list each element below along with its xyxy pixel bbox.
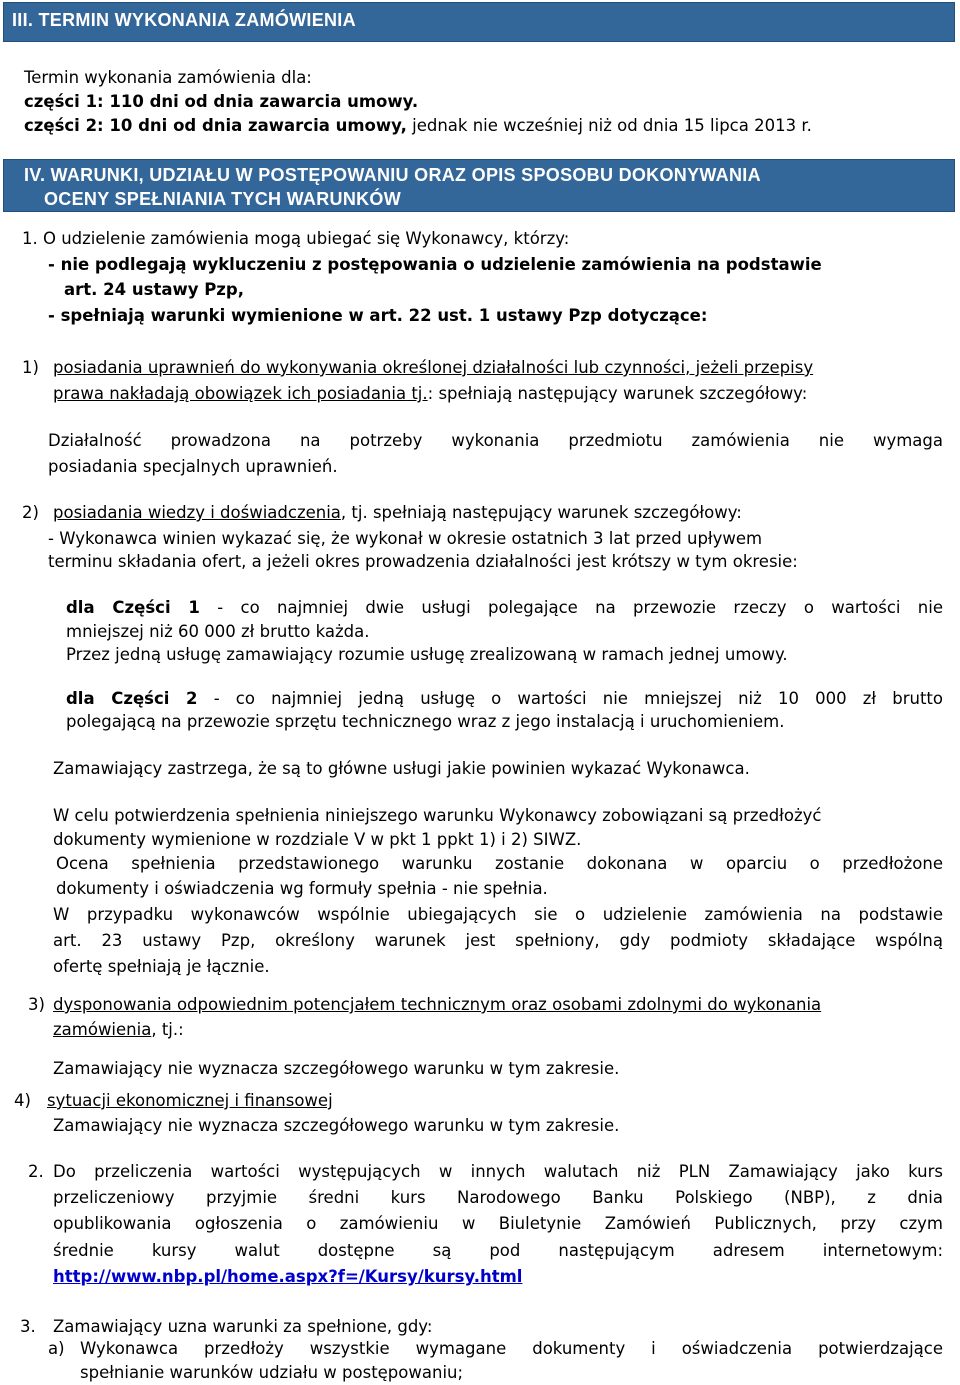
condition-1-tj: tj. (406, 384, 428, 403)
para-3-a-line-1: Wykonawca przedłoży wszystkie wymagane dokumenty i oświadczenia potwierdzające (80, 1339, 943, 1358)
section-header-iv (3, 159, 955, 212)
condition-4-number: 4) (14, 1091, 31, 1110)
joint-bidders-line-1: W przypadku wykonawców wspólnie ubiegających sie o udzielenie zamówienia na podstawie (53, 905, 943, 924)
part-1-text: - co najmniej dwie usługi polegające na przewozie rzeczy o wartości nie (199, 598, 943, 617)
para-2-number: 2. (28, 1162, 44, 1181)
condition-4-desc: Zamawiający nie wyznacza szczegółowego warunku w tym zakresie. (53, 1116, 620, 1135)
condition-4-title: sytuacji ekonomicznej i finansowej (47, 1091, 333, 1110)
para-3-intro: Zamawiający uzna warunki za spełnione, gdy: (53, 1317, 433, 1336)
main-services-reserve: Zamawiający zastrzega, że są to główne usługi jakie powinien wykazać Wykonawca. (53, 759, 750, 778)
part-2-label: dla Części 2 (66, 689, 198, 708)
para-1-bullet-2: - spełniają warunki wymienione w art. 22 ust. 1 ustawy Pzp dotyczące: (48, 306, 708, 325)
condition-2-line-2: - Wykonawca winien wykazać się, że wykonał w okresie ostatnich 3 lat przed upływem (48, 529, 763, 548)
para-2-line-3: opublikowania ogłoszenia o zamówieniu w Biuletynie Zamówień Publicznych, przy czym (53, 1214, 943, 1233)
condition-3-title-cont (53, 1018, 184, 1041)
section-title-line-2: OCENY SPEŁNIANIA TYCH WARUNKÓW (44, 189, 402, 209)
term-part-2 (24, 114, 812, 137)
condition-3-number: 3) (28, 995, 45, 1014)
section-header-iii (3, 2, 955, 42)
condition-1-title-cont (53, 382, 807, 405)
term-part-1: części 1: 110 dni od dnia zawarcia umowy. (24, 92, 419, 111)
condition-2-title-text: posiadania wiedzy i doświadczenia (53, 503, 341, 522)
term-part-2-bold: części 2: 10 dni od dnia zawarcia umowy, (24, 116, 407, 135)
confirmation-line-2: dokumenty wymienione w rozdziale V w pkt 1 ppkt 1) i 2) SIWZ. (53, 830, 582, 849)
para-2-line-1: Do przeliczenia wartości występujących w innych walutach niż PLN Zamawiający jako kurs (53, 1162, 943, 1181)
para-3-a-number: a) (48, 1339, 65, 1358)
section-title-line-1: IV. WARUNKI, UDZIAŁU W POSTĘPOWANIU ORAZ OPIS SPOSOBU DOKONYWANIA (24, 165, 761, 185)
condition-1-title-end: prawa nakładają obowiązek ich posiadania (53, 384, 407, 403)
para-1-bullet-1: - nie podlegają wykluczeniu z postępowania o udzielenie zamówienia na podstawie (48, 255, 822, 274)
para-3-number: 3. (20, 1317, 36, 1336)
condition-2-number: 2) (22, 503, 39, 522)
condition-1-desc-line-1: Działalność prowadzona na potrzeby wykonania przedmiotu zamówienia nie wymaga (48, 431, 943, 450)
part-1-requirement (66, 596, 943, 619)
part-1-label: dla Części 1 (66, 598, 200, 617)
evaluation-line-1: Ocena spełnienia przedstawionego warunku zostanie dokonana w oparciu o przedłożone (56, 854, 943, 873)
nbp-rates-link[interactable]: http://www.nbp.pl/home.aspx?f=/Kursy/kursy.html (53, 1267, 523, 1286)
condition-3-title: dysponowania odpowiednim potencjałem technicznym oraz osobami zdolnymi do wykonania (53, 995, 822, 1014)
condition-2-line-3: terminu składania ofert, a jeżeli okres prowadzenia działalności jest krótszy w tym okresie: (48, 552, 798, 571)
para-3-a-line-2: spełnianie warunków udziału w postępowaniu; (80, 1363, 464, 1382)
part-2-requirement (66, 687, 943, 710)
condition-2-title (53, 501, 742, 524)
condition-3-req: , tj.: (151, 1020, 184, 1039)
part-1-requirement-cont: mniejszej niż 60 000 zł brutto każda. (66, 622, 370, 641)
condition-3-title-end: zamówienia (53, 1020, 152, 1039)
para-2-line-2: przeliczeniowy przyjmie średni kurs Narodowego Banku Polskiego (NBP), z dnia (53, 1188, 943, 1207)
condition-3-desc: Zamawiający nie wyznacza szczegółowego warunku w tym zakresie. (53, 1059, 620, 1078)
part-2-text: - co najmniej jedną usługę o wartości nie mniejszej niż 10 000 zł brutto (197, 689, 943, 708)
para-1-intro: 1. O udzielenie zamówienia mogą ubiegać się Wykonawcy, którzy: (22, 229, 570, 248)
para-2-line-4: średnie kursy walut dostępne są pod następującym adresem internetowym: (53, 1241, 943, 1260)
joint-bidders-line-3: ofertę spełniają je łącznie. (53, 957, 270, 976)
term-intro: Termin wykonania zamówienia dla: (24, 68, 312, 87)
section-title: III. TERMIN WYKONANIA ZAMÓWIENIA (12, 10, 356, 30)
confirmation-line-1: W celu potwierdzenia spełnienia niniejszego warunku Wykonawcy zobowiązani są przedłożyć (53, 806, 822, 825)
part-1-service-definition: Przez jedną usługę zamawiający rozumie usługę zrealizowaną w ramach jednej umowy. (66, 645, 788, 664)
evaluation-line-2: dokumenty i oświadczenia wg formuły spełnia - nie spełnia. (56, 879, 548, 898)
condition-1-title: posiadania uprawnień do wykonywania określonej działalności lub czynności, jeżeli przepisy (53, 358, 814, 377)
condition-1-req: : spełniają następujący warunek szczegółowy: (427, 384, 808, 403)
para-1-bullet-1-cont: art. 24 ustawy Pzp, (64, 280, 244, 299)
joint-bidders-line-2: art. 23 ustawy Pzp, określony warunek jest spełniony, gdy podmioty składające wspólną (53, 931, 943, 950)
condition-1-desc-line-2: posiadania specjalnych uprawnień. (48, 457, 338, 476)
part-2-requirement-cont: polegającą na przewozie sprzętu technicznego wraz z jego instalacją i uruchomieniem. (66, 712, 785, 731)
condition-2-req: , tj. spełniają następujący warunek szczegółowy: (340, 503, 742, 522)
condition-1-number: 1) (22, 358, 39, 377)
term-part-2-rest: jednak nie wcześniej niż od dnia 15 lipca 2013 r. (406, 116, 812, 135)
